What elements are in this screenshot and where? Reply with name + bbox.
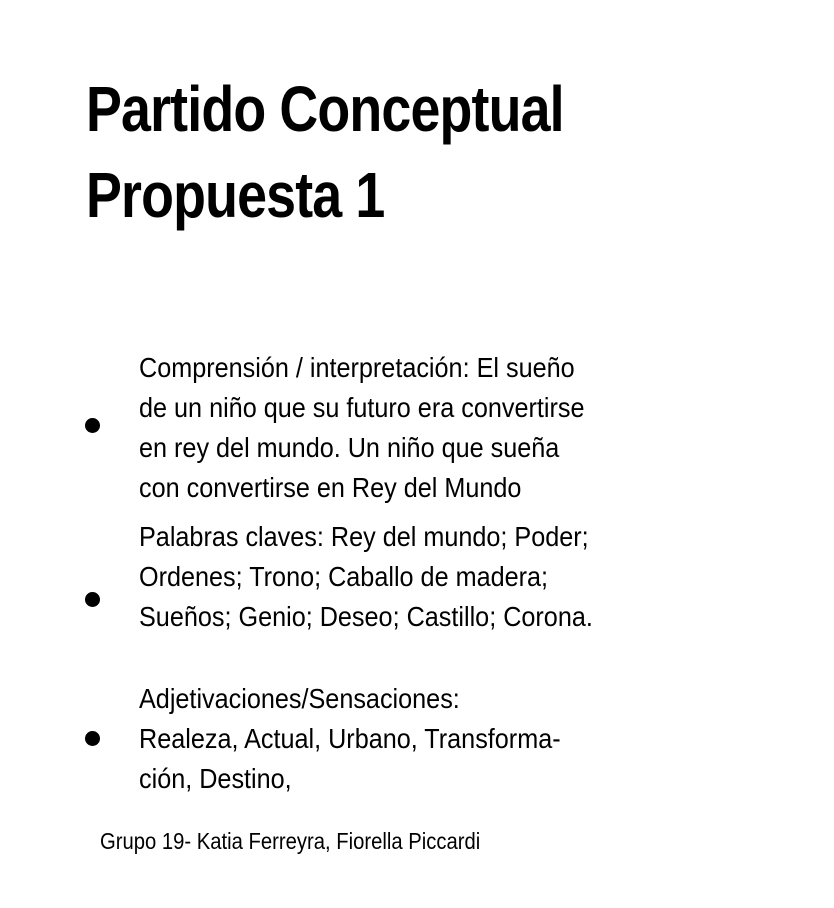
bullet-line: Ordenes; Trono; Caballo de madera; bbox=[139, 561, 549, 592]
page-title bbox=[86, 66, 564, 238]
bullet-line: en rey del mundo. Un niño que sueña bbox=[139, 432, 560, 463]
title-line-1: Partido Conceptual bbox=[86, 73, 564, 145]
bullet-dot-icon bbox=[85, 592, 100, 607]
footer-credits: Grupo 19- Katia Ferreyra, Fiorella Piccardi bbox=[100, 828, 481, 854]
bullet-text bbox=[139, 517, 733, 637]
bullet-text bbox=[139, 348, 733, 508]
bullet-line: de un niño que su futuro era convertirse bbox=[139, 392, 585, 423]
bullet-text bbox=[139, 679, 733, 799]
bullet-line: Palabras claves: Rey del mundo; Poder; bbox=[139, 521, 589, 552]
bullet-line: Realeza, Actual, Urbano, Transforma- bbox=[139, 723, 561, 754]
bullet-line: Comprensión / interpretación: El sueño bbox=[139, 352, 575, 383]
bullet-line: ción, Destino, bbox=[139, 763, 292, 794]
title-line-2: Propuesta 1 bbox=[86, 159, 385, 231]
bullet-line: Adjetivaciones/Sensaciones: bbox=[139, 683, 460, 714]
bullet-dot-icon bbox=[85, 731, 100, 746]
bullet-line: con convertirse en Rey del Mundo bbox=[139, 472, 522, 503]
bullet-line: Sueños; Genio; Deseo; Castillo; Corona. bbox=[139, 601, 593, 632]
bullet-dot-icon bbox=[85, 418, 100, 433]
